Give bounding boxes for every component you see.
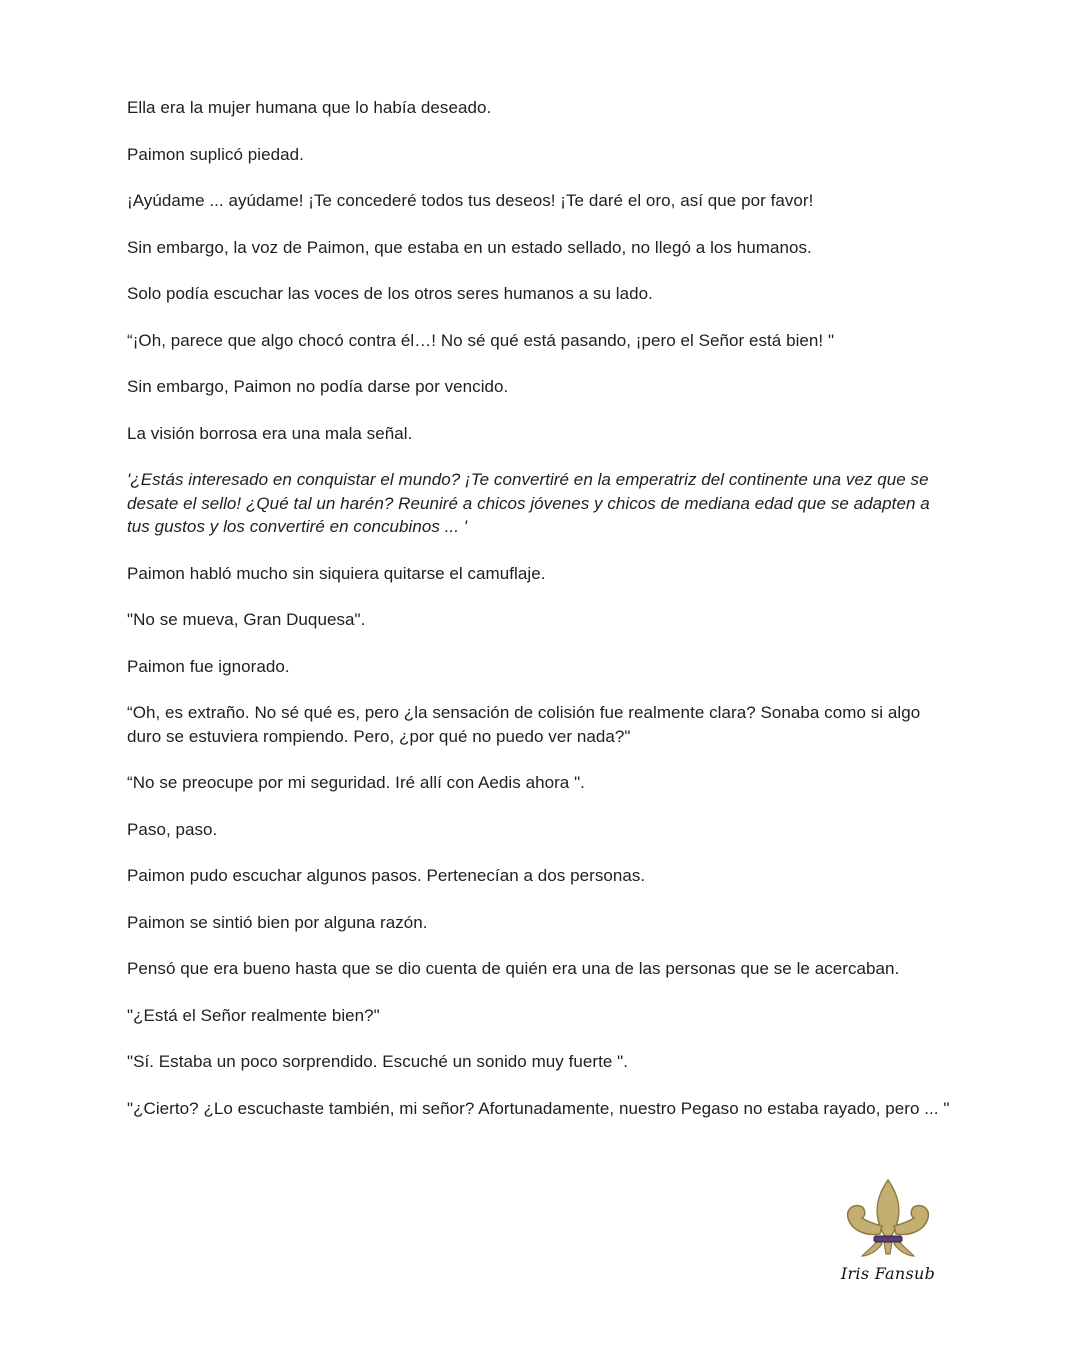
paragraph: Sin embargo, la voz de Paimon, que estaba en un estado sellado, no llegó a los humanos. (127, 237, 812, 257)
paragraph: "Sí. Estaba un poco sorprendido. Escuché un sonido muy fuerte ". (127, 1052, 629, 1071)
paragraph: Paimon suplicó piedad. (127, 144, 304, 164)
paragraph: Paimon pudo escuchar algunos pasos. Pertenecían a dos personas. (127, 866, 646, 885)
paragraph: ¡Ayúdame ... ayúdame! ¡Te concederé todos tus deseos! ¡Te daré el oro, así que por favor! (127, 191, 814, 210)
paragraph: "No se mueva, Gran Duquesa". (127, 610, 366, 629)
paragraph: Sin embargo, Paimon no podía darse por vencido. (127, 377, 509, 396)
paragraph: “No se preocupe por mi seguridad. Iré allí con Aedis ahora ". (127, 773, 585, 792)
paragraph: "¿Está el Señor realmente bien?" (127, 1005, 380, 1025)
paragraph: “¡Oh, parece que algo chocó contra él…! No sé qué está pasando, ¡pero el Señor está bien! " (127, 330, 835, 350)
fleur-de-lis-icon (838, 1176, 938, 1264)
paragraph: "¿Cierto? ¿Lo escuchaste también, mi señor? Afortunadamente, nuestro Pegaso no estaba rayado, pero ... " (127, 1098, 950, 1118)
paragraph: Paimon habló mucho sin siquiera quitarse el camuflaje. (127, 563, 546, 583)
iris-fansub-logo (838, 1176, 938, 1286)
paragraph: Paso, paso. (127, 819, 218, 839)
document-body (127, 96, 957, 1143)
logo-text: Iris Fansub (840, 1264, 936, 1283)
paragraph: Solo podía escuchar las voces de los otros seres humanos a su lado. (127, 284, 653, 303)
paragraph: Ella era la mujer humana que lo había deseado. (127, 98, 492, 117)
paragraph: “Oh, es extraño. No sé qué es, pero ¿la sensación de colisión fue realmente clara? Sonaba como si algo duro se estuviera rompiendo. Pero, ¿por qué no puedo ver nada?" (127, 703, 921, 746)
paragraph: Paimon se sintió bien por alguna razón. (127, 912, 428, 932)
paragraph: Pensó que era bueno hasta que se dio cuenta de quién era una de las personas que se le acercaban. (127, 959, 900, 978)
paragraph: '¿Estás interesado en conquistar el mundo? ¡Te convertiré en la emperatriz del continente una vez que se desate el sello! ¿Qué tal un harén? Reuniré a chicos jóvenes y chicos de mediana edad que se adapten a tus gustos y los convertiré en concubinos ... ' (127, 470, 930, 536)
paragraph: Paimon fue ignorado. (127, 656, 290, 676)
paragraph: La visión borrosa era una mala señal. (127, 423, 413, 443)
